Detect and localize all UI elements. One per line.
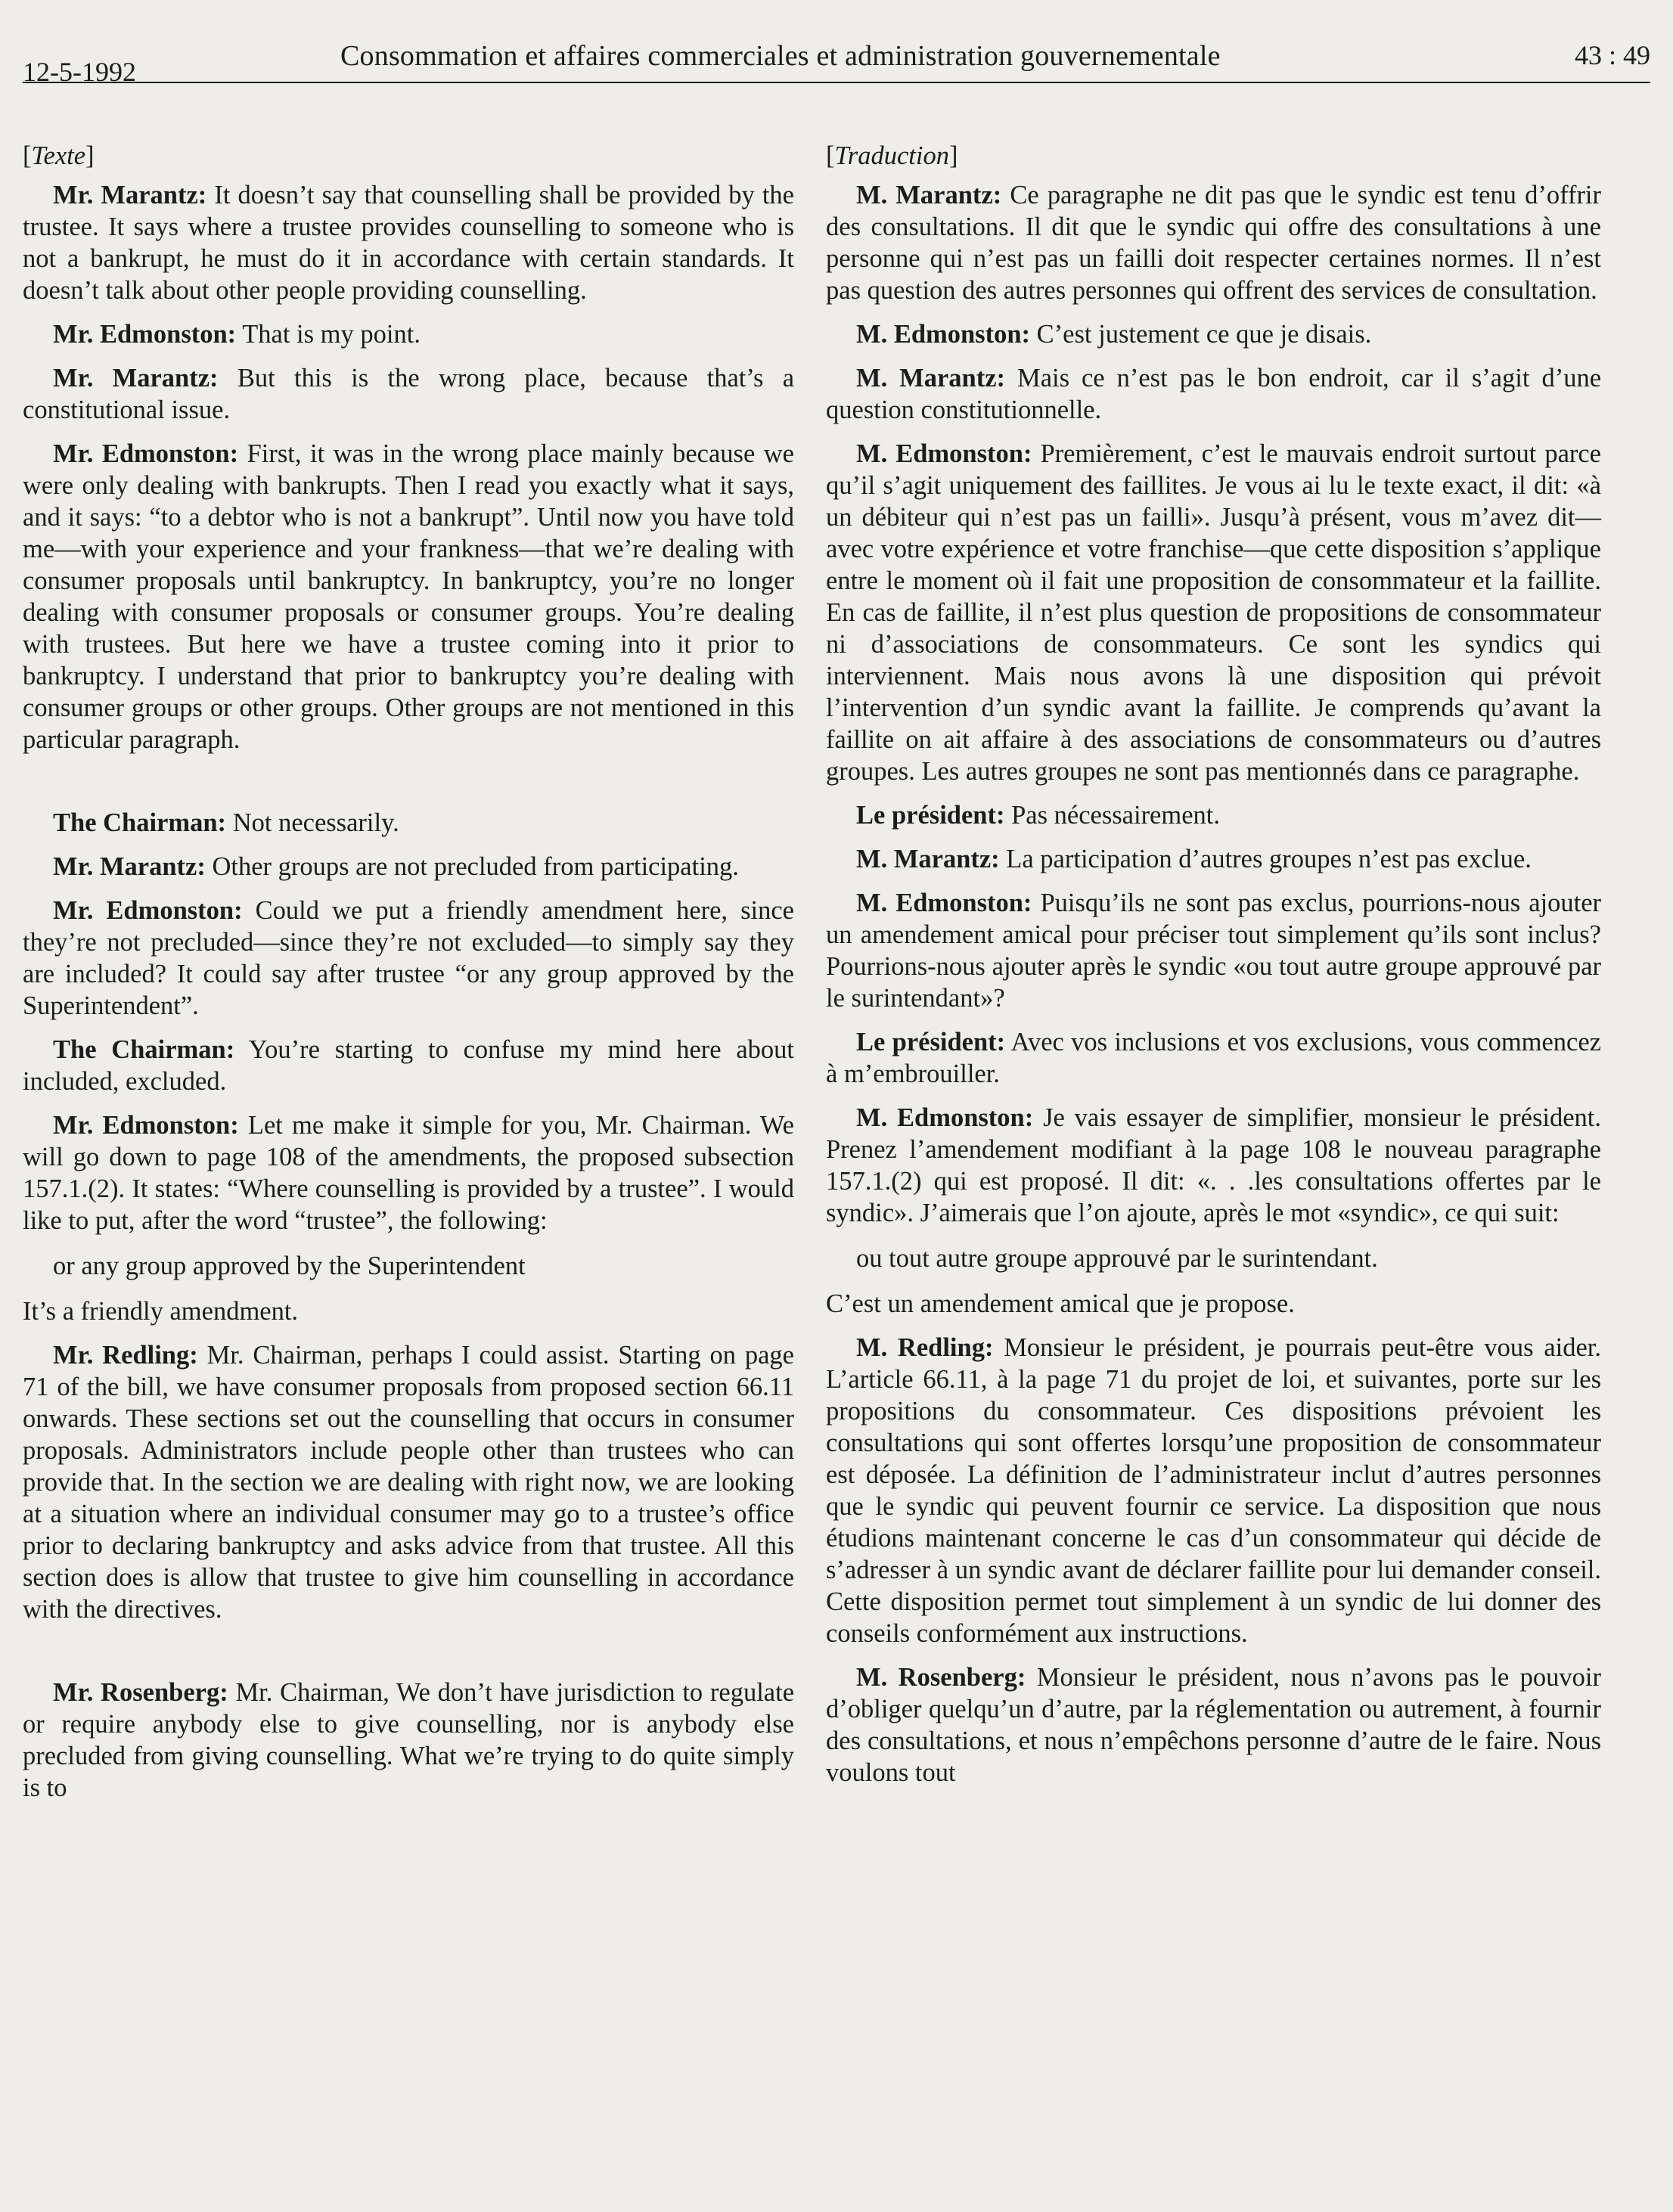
amendment-quote: ou tout autre groupe approuvé par le surintendant. [856, 1244, 1378, 1273]
speech-text: First, it was in the wrong place mainly because we were only dealing with bankrupts. Then I read you exactly what it says, and it says: “to a debtor who is not a bankrupt”. Until now you have told me—with your experience and your frankness—that we’re dealing with consumer proposals until bankruptcy. In bankruptcy, you’re no longer dealing with consumer proposals or consumer groups. You’re dealing with trustees. But here we have a trustee coming into it prior to bankruptcy. I understand that prior to bankruptcy you’re dealing with consumer groups or other groups. Other groups are not mentioned in this particular paragraph. [23, 439, 794, 754]
speaker-name: Mr. Marantz: [53, 181, 207, 209]
speech-paragraph [23, 1034, 794, 1097]
speaker-name: M. Edmonston: [856, 320, 1031, 349]
speech-paragraph [23, 1109, 794, 1236]
speaker-name: Mr. Edmonston: [53, 439, 239, 468]
speech-text: It doesn’t say that counselling shall be provided by the trustee. It says where a trustee provides counselling to someone who is not a bankrupt, he must do it in accordance with certain standards. It doesn’t talk about other people providing counselling. [23, 181, 794, 305]
plain-paragraph: It’s a friendly amendment. [23, 1297, 299, 1326]
speech-text: Premièrement, c’est le mauvais endroit surtout parce qu’il s’agit uniquement des faillites. Je vous ai lu le texte exact, il dit: «à un débiteur qui n’est pas un failli». Jusqu’à présent, vous m’avez dit—avec votre expérience et votre franchise—que cette disposition s’applique entre le moment où il fait une proposition de consommateur et la faillite. En cas de faillite, il n’est plus question de propositions de consommateur ni d’associations de consommateurs. Ce sont les syndics qui interviennent. Mais nous avons là une disposition qui prévoit l’intervention d’un syndic avant la faillite. Je comprends qu’avant la faillite on ait affaire à des associations de consommateurs ou d’autres groupes. Les autres groupes ne sont pas mentionnés dans ce paragraphe. [826, 439, 1601, 786]
speaker-name: Mr. Marantz: [53, 364, 219, 392]
speech-paragraph [23, 179, 794, 306]
speech-paragraph [23, 362, 794, 426]
plain-paragraph: C’est un amendement amical que je propose. [826, 1289, 1295, 1318]
header-title: Consommation et affaires commerciales et administration gouvernementale [340, 40, 1221, 72]
speech-paragraph [23, 318, 794, 350]
speech-text: La participation d’autres groupes n’est pas exclue. [1006, 845, 1532, 873]
speaker-name: Mr. Rosenberg: [53, 1678, 228, 1707]
speaker-name: M. Edmonston: [856, 439, 1032, 468]
speech-text: Avec vos inclusions et vos exclusions, vous commencez à m’embrouiller. [826, 1028, 1601, 1088]
header-page-number: 43 : 49 [1574, 40, 1650, 70]
speech-text: You’re starting to confuse my mind here about included, excluded. [23, 1035, 794, 1096]
speech-text: Puisqu’ils ne sont pas exclus, pourrions-nous ajouter un amendement amical pour préciser tout simplement qu’ils sont inclus? Pourrions-nous ajouter après le syndic «ou tout autre groupe approuvé par le surintendant»? [826, 889, 1602, 1013]
speech-text: But this is the wrong place, because that’s a constitutional issue. [23, 364, 795, 424]
speaker-name: Mr. Redling: [53, 1341, 198, 1370]
speech-paragraph [23, 851, 794, 883]
french-column [826, 140, 1601, 1801]
amendment-quote: or any group approved by the Superintendent [53, 1252, 526, 1280]
speech-paragraph [23, 438, 794, 755]
speaker-name: Mr. Edmonston: [53, 896, 243, 925]
speech-paragraph [826, 362, 1601, 426]
speech-text: That is my point. [242, 320, 421, 349]
speaker-name: M. Edmonston: [856, 889, 1032, 917]
speech-text: Let me make it simple for you, Mr. Chairman. We will go down to page 108 of the amendments, the proposed subsection 157.1.(2). It states: “Where counselling is provided by a trustee”. I would like to put, after the word “trustee”, the following: [23, 1111, 794, 1235]
speech-text: Mr. Chairman, We don’t have jurisdiction to regulate or require anybody else to give counselling, nor is anybody else precluded from giving counselling. What we’re trying to do quite simply is to [23, 1678, 795, 1802]
speech-text: Ce paragraphe ne dit pas que le syndic est tenu d’offrir des consultations. Il dit que le syndic qui offre des consultations à une personne qui n’est pas un failli doit respecter certaines normes. Il n’est pas question des autres personnes qui offrent des services de consultation. [826, 181, 1602, 305]
speaker-name: Mr. Marantz: [53, 852, 206, 881]
speech-paragraph [826, 179, 1601, 306]
speaker-name: Le président: [856, 1028, 1006, 1056]
header-date: 12-5-1992 [23, 57, 136, 87]
speech-paragraph [23, 807, 794, 839]
speech-paragraph [826, 887, 1601, 1014]
speaker-name: Le président: [856, 801, 1005, 830]
speech-text: Monsieur le président, nous n’avons pas le pouvoir d’obliger quelqu’un d’autre, par la réglementation ou autrement, à fournir des consultations, et nous n’empêchons personne d’autre de le faire. Nous voulons tout [826, 1663, 1601, 1787]
speaker-name: Mr. Edmonston: [53, 320, 237, 349]
speech-text: Mr. Chairman, perhaps I could assist. Starting on page 71 of the bill, we have consumer proposals from proposed section 66.11 onwards. These sections set out the counselling that occurs in consumer proposals. Administrators include people other than trustees who can provide that. In the section we are dealing with right now, we are looking at a situation where an individual consumer may go to a trustee’s office prior to declaring bankruptcy and asks advice from that trustee. All this section does is allow that trustee to give him counselling in accordance with the directives. [23, 1341, 794, 1624]
speaker-name: The Chairman: [53, 1035, 235, 1064]
speech-paragraph [23, 1677, 794, 1804]
speech-text: Pas nécessairement. [1011, 801, 1220, 830]
speech-text: Not necessarily. [232, 808, 399, 837]
speaker-name: M. Redling: [856, 1333, 994, 1362]
speech-paragraph [826, 799, 1601, 831]
english-column [23, 140, 794, 1816]
speaker-name: M. Marantz: [856, 364, 1006, 392]
speaker-name: M. Edmonston: [856, 1103, 1034, 1132]
speaker-name: M. Marantz: [856, 181, 1002, 209]
speech-paragraph [23, 1339, 794, 1625]
column-tag: [Traduction] [826, 141, 958, 170]
speech-paragraph [826, 843, 1601, 875]
speaker-name: M. Marantz: [856, 845, 1000, 873]
column-tag: [Texte] [23, 141, 95, 170]
speech-paragraph [826, 438, 1601, 787]
speech-text: C’est justement ce que je disais. [1036, 320, 1372, 349]
speech-text: Mais ce n’est pas le bon endroit, car il s’agit d’une question constitutionnelle. [826, 364, 1602, 424]
speaker-name: Mr. Edmonston: [53, 1111, 239, 1140]
speech-paragraph [826, 318, 1601, 350]
speech-text: Could we put a friendly amendment here, since they’re not precluded—since they’re not excluded—to simply say they are included? It could say after trustee “or any group approved by the Superintendent”. [23, 896, 794, 1020]
speech-text: Monsieur le président, je pourrais peut-être vous aider. L’article 66.11, à la page 71 du projet de loi, et suivantes, porte sur les propositions du consommateur. Ces dispositions prévoient les consultations qui sont offertes lorsqu’une proposition de consommateur est déposée. La définition de l’administrateur inclut d’autres personnes que le syndic qui peuvent fournir ce service. La disposition que nous étudions maintenant concerne le cas d’un consommateur qui décide de s’adresser à un syndic avant de déclarer faillite pour lui demander conseil. Cette disposition permet tout simplement à un syndic de lui donner des conseils conformément aux instructions. [826, 1333, 1602, 1648]
speaker-name: The Chairman: [53, 808, 227, 837]
speech-text: Other groups are not precluded from participating. [212, 852, 739, 881]
speech-text: Je vais essayer de simplifier, monsieur le président. Prenez l’amendement modifiant à la page 108 le nouveau paragraphe 157.1.(2) qui est proposé. Il dit: «. . .les consultations offertes par le syndic». J’aimerais que l’on ajoute, après le mot «syndic», ce qui suit: [826, 1103, 1601, 1227]
speech-paragraph [826, 1661, 1601, 1789]
speaker-name: M. Rosenberg: [856, 1663, 1026, 1692]
speech-paragraph [826, 1102, 1601, 1229]
speech-paragraph [23, 895, 794, 1022]
speech-paragraph [826, 1026, 1601, 1090]
page-header [23, 36, 1650, 87]
speech-paragraph [826, 1332, 1601, 1649]
